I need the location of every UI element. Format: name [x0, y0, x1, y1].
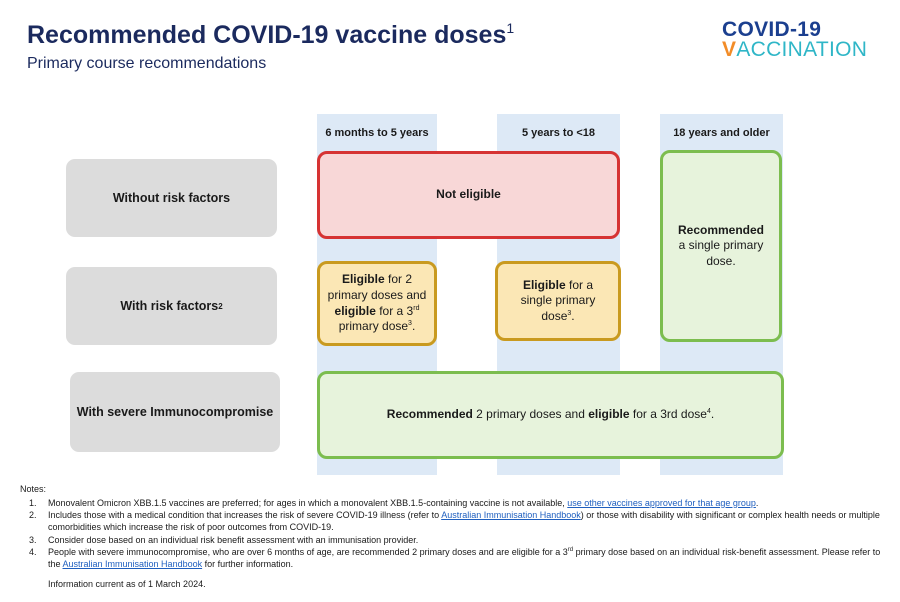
column-header-5-18: 5 years to <18 [521, 127, 596, 139]
title-footnote: 1 [506, 20, 515, 36]
note-item: 3. Consider dose based on an individual risk benefit assessment with an immunisation provider. [29, 534, 419, 545]
cell-teen-risk-eligible: Eligible for a single primary dose$^3$. [495, 261, 621, 341]
covid-vaccination-logo [722, 18, 882, 64]
link-immunisation-handbook-2[interactable]: Australian Immunisation Handbook [62, 559, 203, 570]
note-item: 2. Includes those with a medical condition that increases the risk of severe COVID-19 illness (refer to Australian Immunisation Handbook) or those with disability with significant or complex health needs or multiple comorbidities which increase the risk of poor outcomes from COVID-19. [29, 510, 880, 533]
row-label-with-risk: With risk factors 2 [66, 267, 277, 345]
logo-checkmark-v: V [722, 38, 737, 61]
column-header-6m-5y: 6 months to 5 years [325, 127, 429, 139]
row-label-without-risk: Without risk factors [66, 159, 277, 237]
page-title: Recommended COVID-19 vaccine doses$^1$ [27, 20, 515, 49]
link-other-vaccines[interactable]: use other vaccines approved for that age group [567, 497, 756, 508]
notes-section [20, 484, 890, 591]
note-item: 4. People with severe immunocompromise, who are over 6 months of age, are recommended 2 primary doses and are eligible for a 3rd primary dose based on an individual risk-benefit assessment. Please refer to the Australian Immunisation Handbook for further information. [29, 547, 881, 570]
information-current-date: Information current as of 1 March 2024. [48, 578, 206, 589]
page-subtitle: Primary course recommendations [27, 55, 267, 72]
logo-line1: COVID-19 [722, 18, 822, 41]
cell-not-eligible: Not eligible [317, 151, 620, 239]
notes-title: Notes: [20, 484, 47, 494]
cell-young-risk-eligible: Eligible for 2 primary doses and eligible for a 3rd primary dose$^3$. [317, 261, 437, 346]
column-header-18-plus: 18 years and older [673, 127, 770, 139]
logo-line2: VACCINATION [722, 38, 868, 61]
cell-adult-recommended: Recommended a single primary dose. [660, 150, 782, 342]
note-item: 1. Monovalent Omicron XBB.1.5 vaccines are preferred; for ages in which a monovalent XBB.1.5-containing vaccine is not available, use other vaccines approved for that age group. [29, 497, 759, 508]
link-immunisation-handbook[interactable]: Australian Immunisation Handbook [441, 510, 581, 521]
cell-immuno-recommended: Recommended 2 primary doses and eligible for a 3rd dose$^4$. [317, 371, 784, 459]
row-label-severe-immunocompromise: With severe Immunocompromise [70, 372, 280, 452]
